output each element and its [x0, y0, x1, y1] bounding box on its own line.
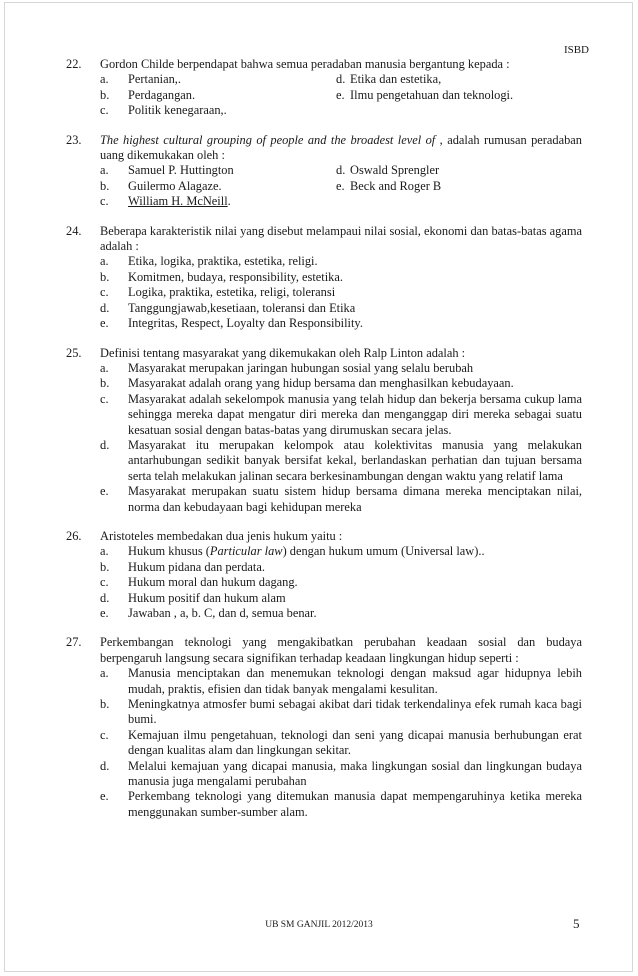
answer-underline: William H. McNeill: [128, 194, 228, 209]
question-number: 25.: [66, 345, 82, 360]
option-b: b. Perdagangan.: [100, 87, 196, 102]
option-b: b. Masyarakat adalah orang yang hidup bersama dan menghasilkan kebudayaan.: [100, 376, 514, 391]
question-number: 22.: [66, 57, 82, 71]
option-b: b. Komitmen, budaya, responsibility, estetika.: [100, 269, 343, 284]
question-list: [66, 57, 582, 834]
option-a: a. Masyarakat merupakan jaringan hubungan sosial yang selalu berubah: [100, 360, 474, 375]
page-number: 5: [573, 916, 580, 931]
question-26: [66, 529, 582, 621]
option-c: c. Logika, praktika, estetika, religi, toleransi: [100, 285, 336, 300]
question-number: 24.: [66, 223, 82, 238]
question-25: [66, 346, 582, 515]
question-stem: Gordon Childe berpendapat bahwa semua peradaban manusia bergantung kepada :: [100, 57, 510, 71]
option-e: e. Jawaban , a, b. C, dan d, semua benar.: [100, 606, 317, 620]
option-e: e. Perkembang teknologi yang ditemukan manusia dapat mempengaruhinya ketika mereka menggunakan sumber-sumber alam.: [100, 789, 582, 819]
page-footer: UB SM GANJIL 2012/2013: [265, 920, 373, 930]
question-23: [66, 133, 582, 210]
question-24: [66, 224, 582, 332]
option-c: c. Politik kenegaraan,.: [100, 103, 227, 118]
option-a: a. Hukum khusus (Particular law) dengan hukum umum (Universal law)..: [100, 544, 485, 559]
question-stem: Aristoteles membedakan dua jenis hukum yaitu :: [100, 528, 343, 543]
question-stem: The highest cultural grouping of people and the broadest level of , adalah rumusan peradaban uang dikemukakan oleh :: [100, 132, 582, 163]
option-e: e. Ilmu pengetahuan dan teknologi.: [336, 87, 514, 102]
option-a: a. Samuel P. Huttington: [100, 163, 234, 178]
option-a: a. Pertanian,.: [100, 72, 181, 87]
option-d: d. Melalui kemajuan yang dicapai manusia, maka lingkungan sosial dan lingkungan budaya manusia juga mengalami perubahan: [100, 758, 582, 789]
option-d: d. Etika dan estetika,: [336, 72, 442, 87]
question-27: [66, 635, 582, 820]
option-e: e. Beck and Roger B: [336, 178, 442, 193]
option-d: d. Tanggungjawab,kesetiaan, toleransi dan Etika: [100, 300, 356, 315]
option-e: e. Integritas, Respect, Loyalty dan Responsibility.: [100, 316, 363, 331]
option-c: c. Kemajuan ilmu pengetahuan, teknologi dan seni yang dicapai manusia berhubungan erat dengan kualitas alam dan lingkungan sekitar.: [100, 727, 582, 758]
option-c: c. William H. McNeill.: [100, 194, 231, 209]
option-d: d. Hukum positif dan hukum alam: [100, 590, 286, 605]
option-b: b. Guilermo Alagaze.: [100, 178, 222, 193]
option-c: c. Masyarakat adalah sekelompok manusia yang telah hidup dan bekerja bersama cukup lama sehingga mereka dapat mengatur diri mereka dan menganggap diri mereka sebagai suatu kesatuan sosial dengan batas-batas yang dirumuskan secara jelas.: [100, 391, 582, 437]
question-number: 27.: [66, 635, 82, 650]
option-e: e. Masyarakat merupakan suatu sistem hidup bersama dimana mereka menciptakan nilai, norma dan kebudayaan bagi kehidupan mereka: [100, 484, 582, 514]
option-c: c. Hukum moral dan hukum dagang.: [100, 575, 298, 590]
question-number: 23.: [66, 132, 82, 147]
question-22: [66, 57, 582, 119]
option-b: b. Meningkatnya atmosfer bumi sebagai akibat dari tidak terkendalinya efek rumah kaca bagi bumi.: [100, 697, 582, 727]
question-stem: Beberapa karakteristik nilai yang disebut melampaui nilai sosial, ekonomi dan batas-batas agama adalah :: [100, 223, 582, 254]
option-a: a. Etika, logika, praktika, estetika, religi.: [100, 254, 318, 269]
page-header: ISBD: [563, 44, 589, 56]
option-b: b. Hukum pidana dan perdata.: [100, 559, 265, 574]
question-stem: Definisi tentang masyarakat yang dikemukakan oleh Ralp Linton adalah :: [100, 345, 466, 360]
question-number: 26.: [66, 528, 82, 543]
question-stem: Perkembangan teknologi yang mengakibatkan perubahan keadaan sosial dan budaya berpengaruh langsung secara signifikan terhadap keadaan lingkungan hidup seperti :: [100, 635, 582, 665]
option-a: a. Manusia menciptakan dan menemukan teknologi dengan maksud agar hidupnya lebih mudah, praktis, efisien dan tidak banyak mengalami kesulitan.: [100, 666, 582, 696]
option-d: d. Masyarakat itu merupakan kelompok atau kolektivitas manusia yang melakukan antarhubungan sedikit banyak bersifat kekal, berlandaskan perhatian dan tujuan bersama serta telah melakukan jalinan secara berkesinambungan dengan waktu yang relatif lama: [100, 437, 582, 483]
option-d: d. Oswald Sprengler: [336, 163, 440, 178]
